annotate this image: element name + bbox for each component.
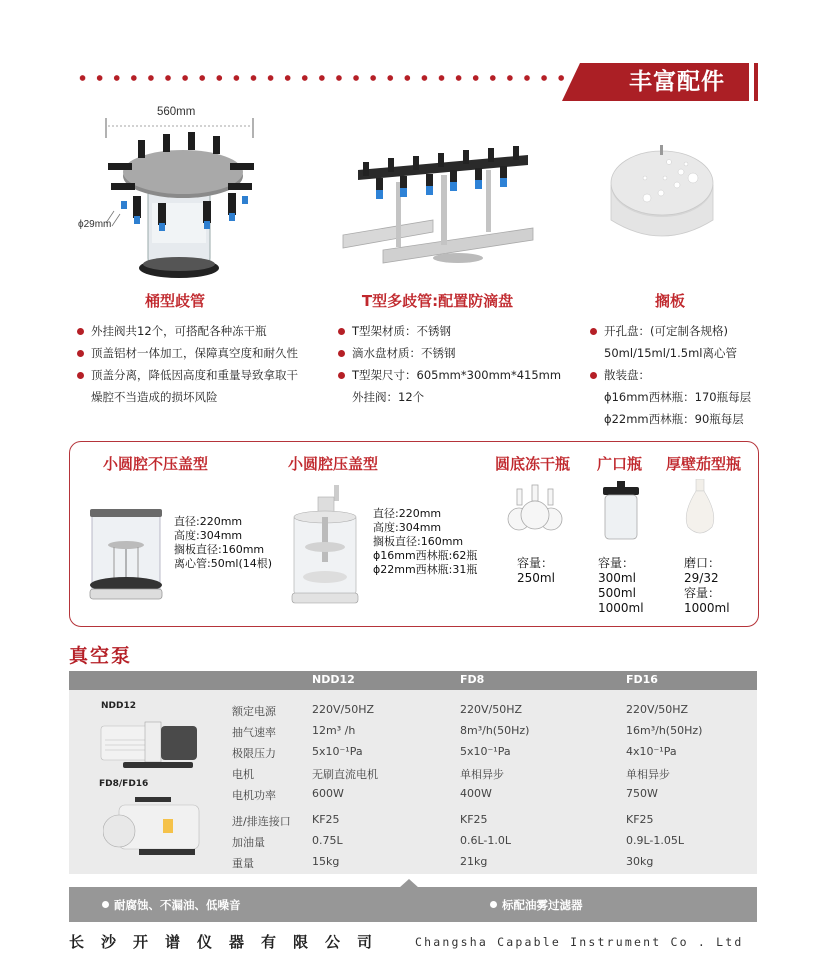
feature-item: T型架材质：不锈钢 (338, 320, 561, 342)
spec-label: 额定电源 (232, 705, 276, 718)
bullet-dot-icon (490, 901, 497, 908)
bullet-dot-icon (102, 901, 109, 908)
column-header-ndd12: NDD12 (312, 673, 355, 686)
ndd12-value: 12m³ /h (312, 724, 356, 737)
fd8-value: 单相异步 (460, 768, 504, 781)
spec-label: 电机 (232, 768, 254, 781)
ndd12-value: 15kg (312, 855, 340, 868)
pump-feature-2: 标配油雾过滤器 (490, 897, 583, 913)
company-name-en: Changsha Capable Instrument Co . Ltd (415, 935, 744, 949)
ndd12-pump-image (99, 714, 199, 772)
spec-label: 电机功率 (232, 789, 276, 802)
flask-specs-wide-mouth: 容量： 300ml 500ml 1000ml (598, 556, 644, 615)
spec-label: 重量 (232, 857, 254, 870)
accessory-title-shelf: 搁板 (654, 292, 685, 310)
spec-label: 极限压力 (232, 747, 276, 760)
fd8-value: 21kg (460, 855, 488, 868)
flask-specs-pear-shaped: 磨口： 29/32 容量： 1000ml (684, 556, 730, 615)
pump-table-header (69, 671, 757, 690)
pear-shaped-flask-image (680, 479, 720, 539)
feature-item-continued: 燥腔不当造成的损坏风险 (91, 390, 218, 404)
chamber-specs-no-press: 直径:220mm 高度:304mm 搁板直径:160mm 离心管:50ml(14根) (174, 515, 273, 570)
pump-image-label-ndd12: NDD12 (101, 701, 136, 711)
chamber-title-no-press: 小圆腔不压盖型 (103, 455, 209, 473)
feature-item-continued: 外挂阀：12个 (352, 390, 425, 404)
t-manifold-features (338, 320, 561, 408)
pump-image-label-fd8-fd16: FD8/FD16 (99, 779, 149, 789)
fd16-value: 单相异步 (626, 768, 670, 781)
feature-item: 开孔盘：(可定制各规格) (590, 320, 751, 342)
fd16-value: 16m³/h(50Hz) (626, 724, 703, 737)
fd16-value: 4x10⁻¹Pa (626, 745, 677, 758)
banner-accent-bar (754, 63, 758, 101)
shelf-tray-image (603, 140, 721, 255)
feature-item: 顶盖铝材一体加工，保障真空度和耐久性 (77, 342, 298, 364)
press-chamber-image (286, 481, 364, 609)
round-bottom-flask-image (507, 483, 563, 535)
fd16-value: 0.9L-1.05L (626, 834, 685, 847)
fd8-value: 8m³/h(50Hz) (460, 724, 530, 737)
ndd12-value: 0.75L (312, 834, 343, 847)
ndd12-value: 无刷直流电机 (312, 768, 378, 781)
vacuum-pump-heading: 真空泵 (69, 645, 133, 667)
fd8-value: 0.6L-1.0L (460, 834, 512, 847)
feature-item-continued: 50ml/15ml/1.5ml离心管 (604, 346, 737, 360)
accessory-title-bucket-manifold: 桶型歧管 (144, 292, 205, 310)
ndd12-value: 5x10⁻¹Pa (312, 745, 363, 758)
dimension-width-label: 560mm (157, 106, 196, 118)
feature-item: 顶盖分离，降低因高度和重量导致拿取干 (77, 364, 298, 386)
chamber-specs-press: 直径:220mm 高度:304mm 搁板直径:160mm ϕ16mm西林瓶:62瓶 ϕ22mm西林瓶:31瓶 (373, 507, 478, 576)
flask-title-round-bottom: 圆底冻干瓶 (495, 455, 571, 473)
fd8-value: 400W (460, 787, 492, 800)
fd16-value: 220V/50HZ (626, 703, 689, 716)
accessory-title-t-manifold: T型多歧管:配置防滴盘 (361, 292, 514, 310)
column-header-fd8: FD8 (460, 673, 485, 686)
spec-label: 抽气速率 (232, 726, 276, 739)
pump-spec-table (69, 671, 757, 874)
small-chamber-image (86, 505, 166, 605)
feature-item-continued: ϕ16mm西林瓶：170瓶每层 (604, 390, 752, 404)
decorative-dot-line (74, 74, 574, 82)
spec-label: 加油量 (232, 836, 265, 849)
spec-label: 进/排连接口 (232, 815, 291, 828)
bucket-manifold-features (77, 320, 298, 408)
feature-item: 滴水盘材质：不锈钢 (338, 342, 561, 364)
fd16-value: KF25 (626, 813, 654, 826)
pump-feature-1: 耐腐蚀、不漏油、低噪音 (102, 897, 241, 913)
chamber-title-press: 小圆腔压盖型 (288, 455, 379, 473)
flask-title-wide-mouth: 广口瓶 (597, 455, 643, 473)
feature-item-continued: ϕ22mm西林瓶：90瓶每层 (604, 412, 744, 426)
fd16-value: 750W (626, 787, 658, 800)
ndd12-value: 600W (312, 787, 344, 800)
fd8-value: KF25 (460, 813, 488, 826)
dimension-diameter-label: ϕ29mm (78, 219, 112, 230)
fd-pump-image (103, 791, 203, 861)
section-title: 丰富配件 (629, 69, 725, 95)
bucket-manifold-image (78, 108, 278, 283)
fd8-value: 5x10⁻¹Pa (460, 745, 511, 758)
shelf-features (590, 320, 751, 430)
t-manifold-image (338, 140, 543, 270)
wide-mouth-jar-image (600, 481, 642, 541)
ndd12-value: KF25 (312, 813, 340, 826)
feature-item: T型架尺寸：605mm*300mm*415mm (338, 364, 561, 386)
company-name-cn: 长沙开谱仪器有限公司 (69, 933, 390, 951)
feature-item: 外挂阀共12个，可搭配各种冻干瓶 (77, 320, 298, 342)
flask-title-pear-shaped: 厚壁茄型瓶 (666, 455, 742, 473)
ndd12-value: 220V/50HZ (312, 703, 375, 716)
fd8-value: 220V/50HZ (460, 703, 523, 716)
column-header-fd16: FD16 (626, 673, 658, 686)
feature-item: 散装盘： (590, 364, 751, 386)
fd16-value: 30kg (626, 855, 654, 868)
flask-specs-round-bottom: 容量： 250ml (517, 556, 555, 585)
